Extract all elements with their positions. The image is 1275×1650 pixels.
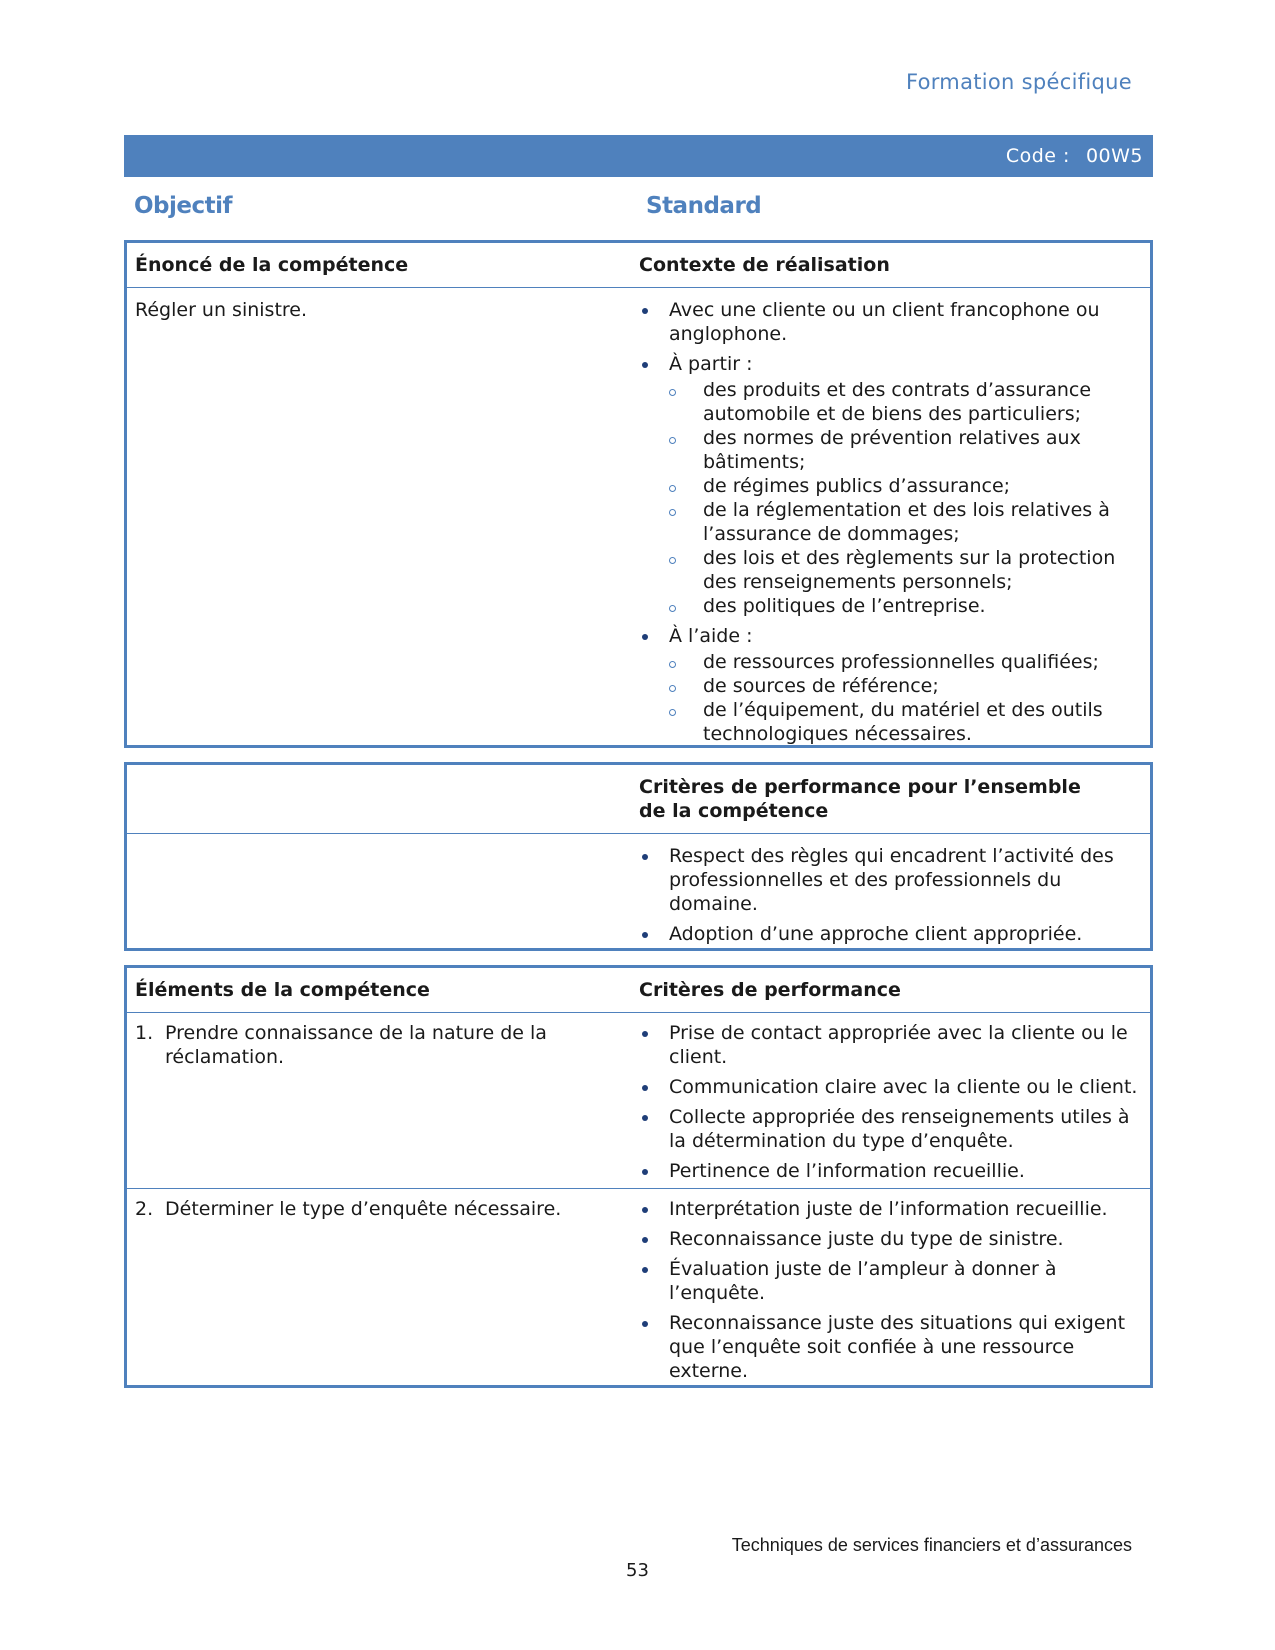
- list-item: Prise de contact appropriée avec la cliente ou le client.: [639, 1021, 1142, 1069]
- sub-list-item: de la réglementation et des lois relatives à l’assurance de dommages;: [669, 498, 1142, 546]
- table-header-row: [127, 968, 1150, 1013]
- criteria-list: [639, 1021, 1142, 1183]
- table-row: [127, 1013, 1150, 1189]
- code-banner: [124, 135, 1153, 177]
- table-row: [127, 834, 1150, 952]
- table-header-row: [127, 243, 1150, 288]
- contexte-header: Contexte de réalisation: [639, 254, 890, 276]
- enonce-header: Énoncé de la compétence: [135, 254, 409, 276]
- element-item: 1. Prendre connaissance de la nature de la réclamation.: [135, 1022, 547, 1068]
- code-label: Code :: [1005, 145, 1070, 167]
- footer-title: Techniques de services financiers et d’assurances: [731, 1535, 1132, 1555]
- competence-statement-table: [124, 240, 1153, 748]
- table-row: [127, 288, 1150, 752]
- elements-table: [124, 965, 1153, 1388]
- page-number: 53: [626, 1560, 649, 1581]
- code-value: 00W5: [1085, 145, 1143, 167]
- criteria-list: [639, 1197, 1142, 1383]
- sub-list-item: des lois et des règlements sur la protection des renseignements personnels;: [669, 546, 1142, 594]
- running-head: Formation spécifique: [905, 70, 1132, 94]
- list-item: Collecte appropriée des renseignements utiles à la détermination du type d’enquête.: [639, 1105, 1142, 1153]
- sub-list-item: des normes de prévention relatives aux bâtiments;: [669, 426, 1142, 474]
- elements-header: Éléments de la compétence: [135, 979, 430, 1001]
- list-item: Reconnaissance juste des situations qui exigent que l’enquête soit confiée à une ressource externe.: [639, 1311, 1142, 1383]
- global-criteria-list: [639, 844, 1142, 946]
- list-item: Évaluation juste de l’ampleur à donner à l’enquête.: [639, 1257, 1142, 1305]
- element-item: 2. Déterminer le type d’enquête nécessaire.: [135, 1198, 562, 1220]
- sub-list-item: des politiques de l’entreprise.: [669, 594, 1142, 618]
- list-item: Communication claire avec la cliente ou le client.: [639, 1075, 1142, 1099]
- enonce-text: Régler un sinistre.: [135, 299, 308, 321]
- contexte-cell: [639, 298, 1150, 752]
- sub-list: [669, 650, 1142, 746]
- global-criteria-table: [124, 762, 1153, 951]
- list-item: Interprétation juste de l’information recueillie.: [639, 1197, 1142, 1221]
- global-criteria-header: Critères de performance pour l’ensemble de la compétence: [639, 776, 1081, 822]
- sub-list-item: de ressources professionnelles qualifiées;: [669, 650, 1142, 674]
- list-item: Adoption d’une approche client appropriée.: [639, 922, 1142, 946]
- criteria-header: Critères de performance: [639, 979, 901, 1001]
- list-item: Reconnaissance juste du type de sinistre.: [639, 1227, 1142, 1251]
- list-item: À l’aide : de ressources professionnelles qualifiées; de sources de référence; de l’équipement, du matériel et des outils technologiques nécessaires.: [639, 624, 1142, 746]
- sub-list-item: des produits et des contrats d’assurance automobile et de biens des particuliers;: [669, 378, 1142, 426]
- sub-list: [669, 378, 1142, 618]
- table-header-row: [127, 765, 1150, 834]
- sub-list-item: de l’équipement, du matériel et des outils technologiques nécessaires.: [669, 698, 1142, 746]
- sub-list-item: de régimes publics d’assurance;: [669, 474, 1142, 498]
- list-item: Avec une cliente ou un client francophone ou anglophone.: [639, 298, 1142, 346]
- sub-list-item: de sources de référence;: [669, 674, 1142, 698]
- table-row: [127, 1189, 1150, 1389]
- contexte-list: [639, 298, 1142, 746]
- list-item: Pertinence de l’information recueillie.: [639, 1159, 1142, 1183]
- list-item: À partir : des produits et des contrats d’assurance automobile et de biens des particuliers; des normes de prévention relatives aux bâtiments; de régimes publics d’assurance; de la réglementation et des lois relatives à l’assurance de dommages; des lois et des règlements sur la protection des renseignements personnels; des politiques de l’entreprise.: [639, 352, 1142, 618]
- standard-title: Standard: [646, 193, 762, 219]
- list-item: Respect des règles qui encadrent l’activité des professionnelles et des professionnels du domaine.: [639, 844, 1142, 916]
- objectif-title: Objectif: [134, 193, 233, 219]
